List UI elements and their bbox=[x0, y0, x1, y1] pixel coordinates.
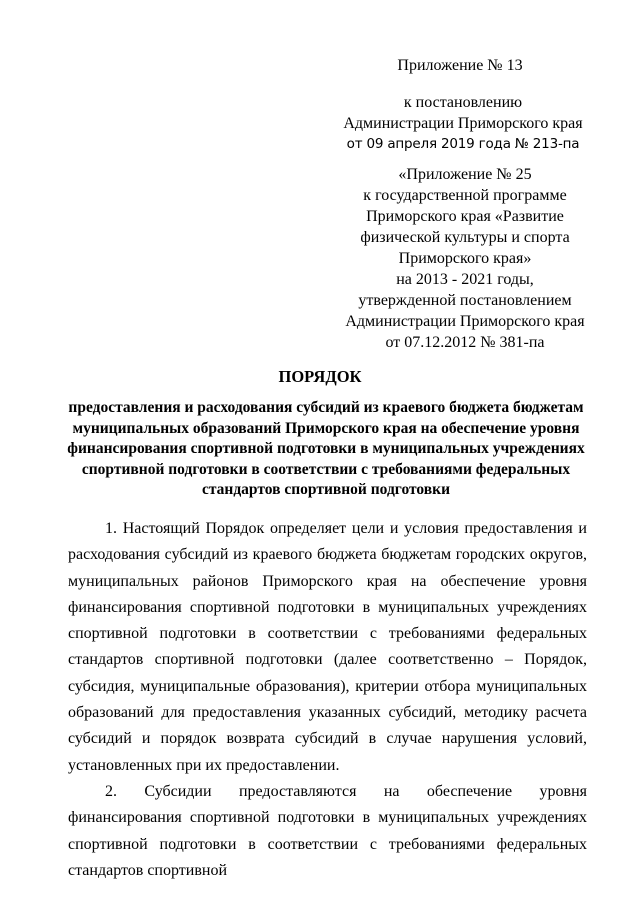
program-line: Администрации Приморского края bbox=[345, 313, 585, 330]
document-title: ПОРЯДОК bbox=[278, 367, 362, 386]
appendix-title: Приложение № 13 bbox=[397, 57, 523, 74]
program-line: Приморского края «Развитие bbox=[366, 208, 564, 225]
document-body bbox=[68, 516, 587, 884]
subtitle-line: спортивной подготовки в соответствии с требованиями федеральных bbox=[81, 460, 571, 478]
program-line: на 2013 - 2021 годы, bbox=[396, 271, 534, 288]
program-line: от 07.12.2012 № 381-па bbox=[385, 334, 545, 351]
document-subtitle bbox=[66, 398, 586, 501]
program-line: «Приложение № 25 bbox=[398, 166, 532, 183]
decree-reference bbox=[338, 92, 588, 155]
decree-date-stamp: от 09 апреля 2019 года № 213-па bbox=[346, 136, 580, 152]
subtitle-line: финансирования спортивной подготовки в муниципальных учреждениях bbox=[67, 440, 585, 457]
subtitle-line: предоставления и расходования субсидий из краевого бюджета бюджетам bbox=[68, 399, 584, 416]
paragraph-1: 1. Настоящий Порядок определяет цели и условия предоставления и расходования субсидий из краевого бюджета бюджетам городских округов, муниципальных районов Приморского края на обеспечение уровня финансирования спортивной подготовки в муниципальных учреждениях спортивной подготовки в соответствии с требованиями федеральных стандартов спортивной подготовки (далее соответственно – Порядок, субсидия, муниципальные образования), критерии отбора муниципальных образований для предоставления указанных субсидий, методику расчета субсидий и порядок возврата субсидий в случае нарушения условий, установленных при их предоставлении. bbox=[68, 520, 587, 774]
subtitle-line: муниципальных образований Приморского края на обеспечение уровня bbox=[72, 419, 580, 437]
program-line: утвержденной постановлением bbox=[358, 292, 572, 309]
appendix-number bbox=[390, 55, 530, 76]
decree-line: к постановлению bbox=[403, 94, 523, 111]
program-line: к государственной программе bbox=[363, 187, 567, 204]
program-line: Приморского края» bbox=[398, 250, 532, 267]
program-reference bbox=[340, 164, 590, 353]
program-line: физической культуры и спорта bbox=[360, 229, 570, 246]
decree-line: Администрации Приморского края bbox=[343, 115, 583, 132]
paragraph-2: 2. Субсидии предоставляются на обеспечение уровня финансирования спортивной подготовки в муниципальных учреждениях спортивной подготовки в соответствии с требованиями федеральных стандартов спортивной bbox=[68, 782, 587, 879]
subtitle-line: стандартов спортивной подготовки bbox=[201, 481, 451, 498]
